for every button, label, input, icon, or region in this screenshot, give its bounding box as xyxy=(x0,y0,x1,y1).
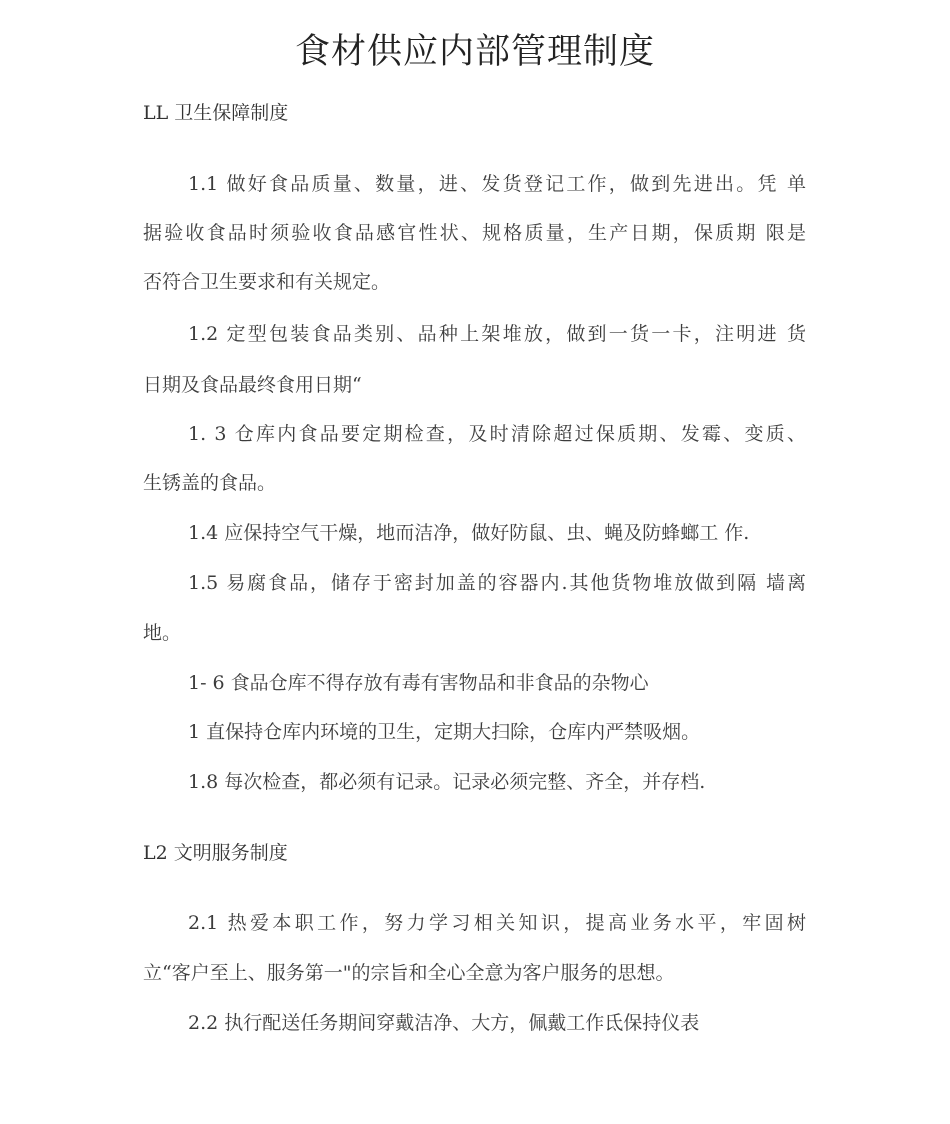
paragraph-line: 地。 xyxy=(143,622,182,644)
paragraph-line: 1.5 易腐食品，储存于密封加盖的容器内.其他货物堆放做到隔 墙离 xyxy=(188,572,806,594)
section-heading-hygiene: LL 卫生保障制度 xyxy=(143,102,289,124)
paragraph-line: 1.1 做好食品质量、数量，进、发货登记工作，做到先进出。凭 单 xyxy=(188,173,806,195)
paragraph-line: 1.8 每次检查，都必须有记录。记录必须完整、齐全，并存档. xyxy=(188,771,706,793)
document-title: 食材供应内部管理制度 xyxy=(294,32,655,72)
section-heading-service: L2 文明服务制度 xyxy=(143,842,288,864)
paragraph-line: 1.4 应保持空气干燥，地而洁净，做好防鼠、虫、蝇及防蜂螂工 作. xyxy=(188,522,750,544)
paragraph-line: 否符合卫生要求和有关规定。 xyxy=(143,271,391,293)
paragraph-line: 2.2 执行配送任务期间穿戴洁净、大方，佩戴工作氐保持仪表 xyxy=(188,1012,700,1034)
paragraph-line: 立“客户至上、服务第一"的宗旨和全心全意为客户服务的思想。 xyxy=(143,962,675,984)
paragraph-line: 1.2 定型包装食品类别、品种上架堆放，做到一货一卡，注明进 货 xyxy=(188,323,806,345)
paragraph-line: 生锈盖的食品。 xyxy=(143,472,277,494)
paragraph-line: 1- 6 食品仓库不得存放有毒有害物品和非食品的杂物心 xyxy=(188,672,649,694)
paragraph-line: 1 直保持仓库内环境的卫生，定期大扫除，仓库内严禁吸烟。 xyxy=(188,721,701,743)
paragraph-line: 2.1 热爱本职工作，努力学习相关知识，提高业务水平，牢固树 xyxy=(188,912,806,934)
paragraph-line: 1. 3 仓库内食品要定期检查，及时清除超过保质期、发霉、变质、 xyxy=(188,423,806,445)
paragraph-line: 据验收食品时须验收食品感官性状、规格质量，生产日期，保质期 限是 xyxy=(143,222,806,244)
paragraph-line: 日期及食品最终食用日期“ xyxy=(143,374,362,396)
